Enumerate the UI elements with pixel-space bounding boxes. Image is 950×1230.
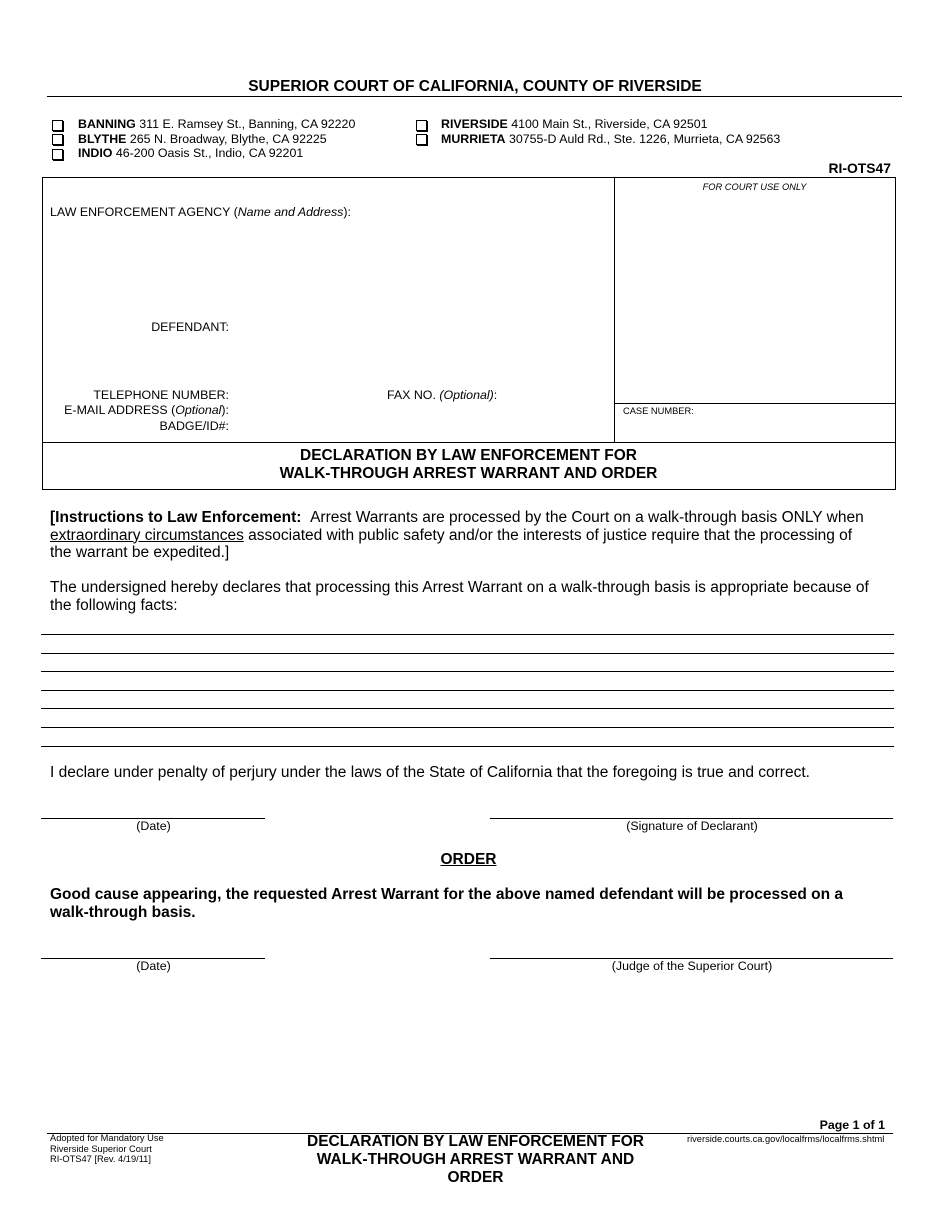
court-title: SUPERIOR COURT OF CALIFORNIA, COUNTY OF RIVERSIDE <box>248 78 702 95</box>
location-banning-address: 311 E. Ramsey St., Banning, CA 92220 <box>139 117 356 131</box>
checkbox-banning[interactable] <box>52 120 63 131</box>
facts-intro <box>50 579 869 614</box>
form-title-line-2: WALK-THROUGH ARREST WARRANT AND ORDER <box>279 465 658 482</box>
order-line-1: Good cause appearing, the requested Arrest Warrant for the above named defendant will be processed on a <box>50 886 843 903</box>
email-label-hint: Optional <box>175 403 222 417</box>
facts-line[interactable] <box>41 690 894 691</box>
telephone-label: TELEPHONE NUMBER: <box>93 388 229 402</box>
judge-date-label: (Date) <box>136 959 171 973</box>
badge-label: BADGE/ID#: <box>159 419 229 433</box>
location-banning <box>78 117 355 131</box>
checkbox-riverside[interactable] <box>416 120 427 131</box>
footer-url: riverside.courts.ca.gov/localfrms/localfrms.shtml <box>687 1134 885 1144</box>
location-murrieta-name: MURRIETA <box>441 132 506 146</box>
location-banning-name: BANNING <box>78 117 136 131</box>
adoption-info <box>50 1133 164 1165</box>
checkbox-blythe[interactable] <box>52 134 63 145</box>
instructions-underlined: extraordinary circumstances <box>50 526 244 544</box>
location-blythe-address: 265 N. Broadway, Blythe, CA 92225 <box>129 132 327 146</box>
email-label <box>29 403 229 417</box>
title-divider <box>42 442 895 443</box>
facts-line[interactable] <box>41 708 894 709</box>
declarant-signature-label: (Signature of Declarant) <box>626 819 758 833</box>
checkbox-murrieta[interactable] <box>416 134 427 145</box>
order-line-2: walk-through basis. <box>50 903 196 921</box>
fax-label <box>387 388 497 402</box>
email-label-text: E-MAIL ADDRESS ( <box>64 403 176 417</box>
instructions-line-2 <box>50 527 864 545</box>
adoption-line-1: Adopted for Mandatory Use <box>50 1133 164 1143</box>
form-title-line-1: DECLARATION BY LAW ENFORCEMENT FOR <box>300 447 637 464</box>
form-number: RI-OTS47 <box>828 160 891 176</box>
facts-intro-line-1: The undersigned hereby declares that processing this Arrest Warrant on a walk-through basis is appropriate because of <box>50 579 869 596</box>
agency-label <box>50 205 351 219</box>
agency-label-end: ): <box>343 205 351 219</box>
facts-line[interactable] <box>41 746 894 747</box>
instructions-label: [Instructions to Law Enforcement: <box>50 509 302 526</box>
judge-signature-label: (Judge of the Superior Court) <box>611 959 773 973</box>
case-number-divider <box>614 403 895 404</box>
footer-title <box>270 1133 681 1187</box>
fax-label-end: : <box>493 388 498 402</box>
adoption-line-3: RI-OTS47 [Rev. 4/19/11] <box>50 1154 151 1164</box>
facts-intro-line-2: the following facts: <box>50 596 178 614</box>
instructions-text-3: the warrant be expedited.] <box>50 544 230 561</box>
email-label-end: ): <box>221 403 229 417</box>
footer-title-line-1: DECLARATION BY LAW ENFORCEMENT FOR <box>307 1133 644 1150</box>
location-murrieta-address: 30755-D Auld Rd., Ste. 1226, Murrieta, CA 92563 <box>508 132 781 146</box>
case-number-label: CASE NUMBER: <box>623 406 694 416</box>
instructions-text-1: Arrest Warrants are processed by the Court on a walk-through basis ONLY when <box>310 509 864 526</box>
declarant-date-label: (Date) <box>136 819 171 833</box>
defendant-label: DEFENDANT: <box>151 320 229 334</box>
checkbox-indio[interactable] <box>52 149 63 160</box>
facts-line[interactable] <box>41 634 894 635</box>
location-indio-name: INDIO <box>78 146 113 160</box>
location-blythe-name: BLYTHE <box>78 132 127 146</box>
order-heading: ORDER <box>440 851 497 868</box>
instructions-line-3 <box>50 544 864 562</box>
instructions-paragraph <box>50 509 864 562</box>
court-use-label: FOR COURT USE ONLY <box>702 182 807 192</box>
instructions-text-2: associated with public safety and/or the interests of justice require that the processing of <box>248 526 853 544</box>
location-riverside-address: 4100 Main St., Riverside, CA 92501 <box>511 117 708 131</box>
footer-title-line-3: ORDER <box>447 1169 504 1186</box>
agency-label-text: LAW ENFORCEMENT AGENCY ( <box>50 205 238 219</box>
facts-line[interactable] <box>41 653 894 654</box>
perjury-statement: I declare under penalty of perjury under the laws of the State of California that the foregoing is true and correct. <box>50 764 810 781</box>
location-murrieta <box>441 132 780 146</box>
header-rule <box>47 96 902 97</box>
adoption-line-2: Riverside Superior Court <box>50 1143 152 1154</box>
location-indio <box>78 146 303 160</box>
page-number: Page 1 of 1 <box>819 1118 885 1132</box>
facts-line[interactable] <box>41 727 894 728</box>
order-text <box>50 886 843 921</box>
agency-label-hint: Name and Address <box>237 205 344 219</box>
fax-label-text: FAX NO. <box>387 388 440 402</box>
location-indio-address: 46-200 Oasis St., Indio, CA 92201 <box>115 146 304 160</box>
instructions-line-1 <box>50 509 864 527</box>
fax-label-hint: (Optional) <box>439 388 494 402</box>
footer-title-line-2: WALK-THROUGH ARREST WARRANT AND <box>316 1151 635 1168</box>
location-riverside <box>441 117 708 131</box>
form-title <box>42 447 895 483</box>
facts-line[interactable] <box>41 671 894 672</box>
location-riverside-name: RIVERSIDE <box>441 117 508 131</box>
location-blythe <box>78 132 327 146</box>
